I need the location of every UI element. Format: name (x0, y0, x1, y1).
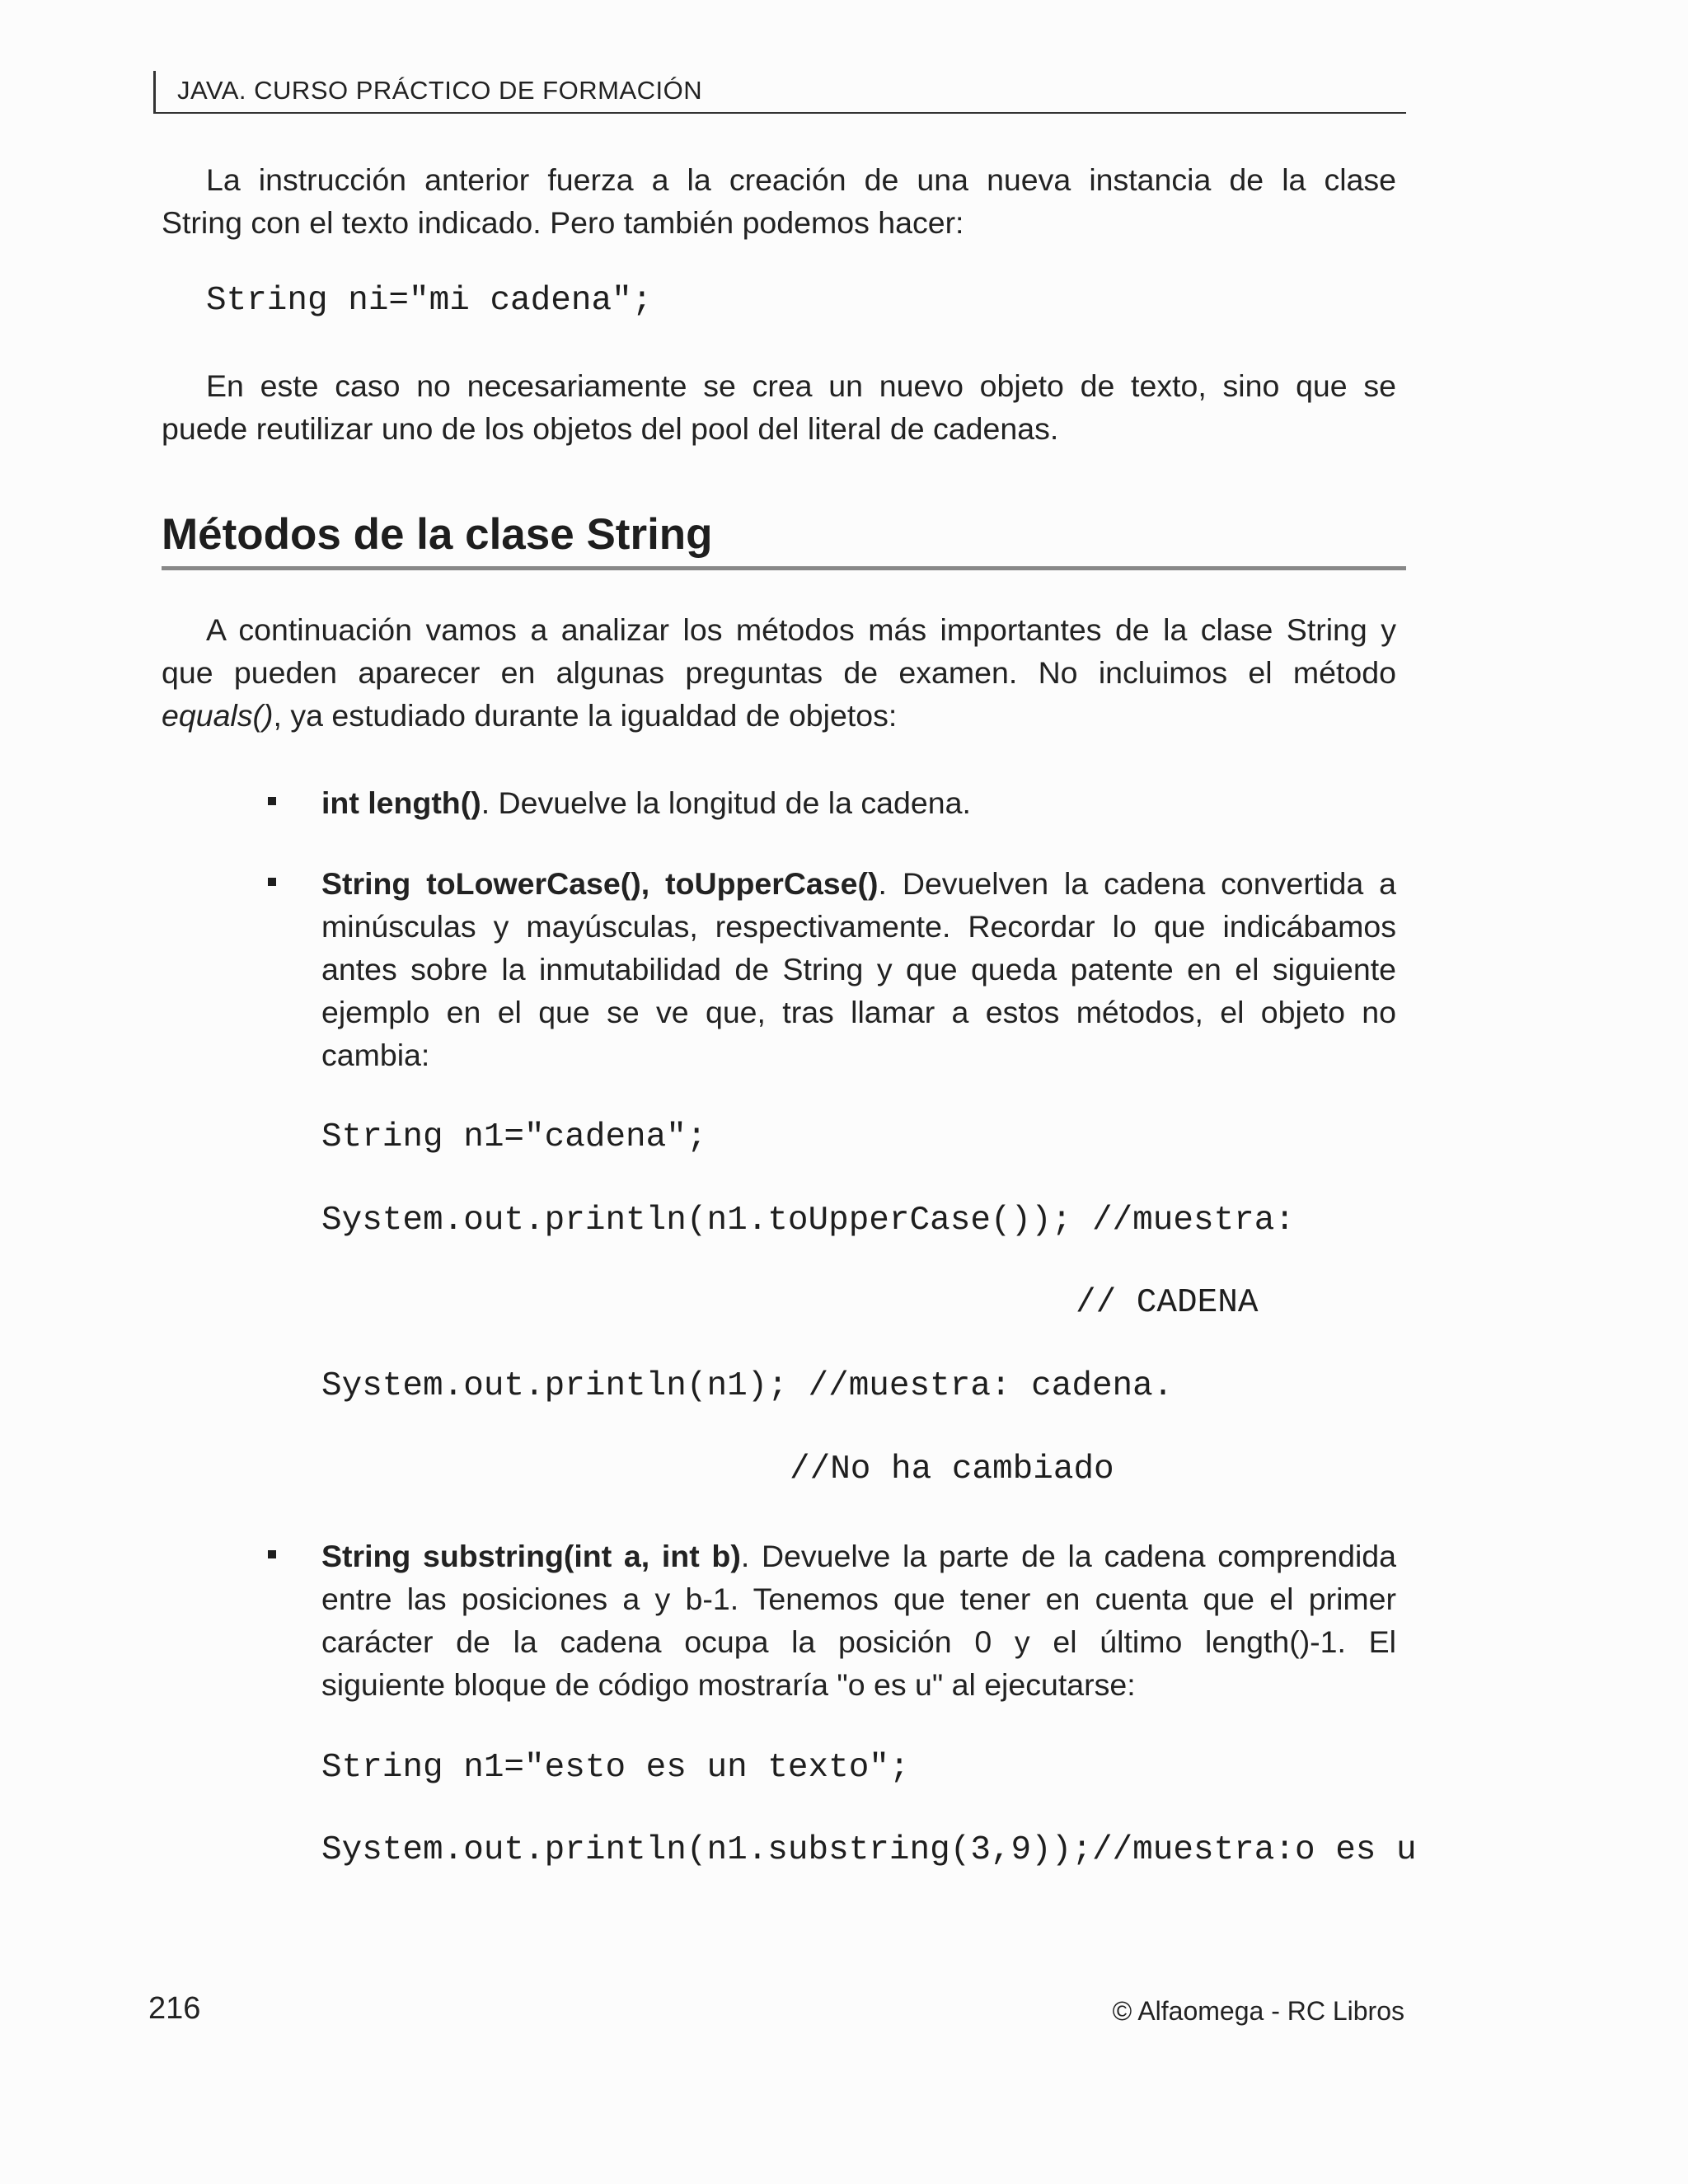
bullet-line (321, 862, 1396, 905)
section-heading-text: Métodos de la clase String (162, 510, 713, 559)
bullet-line: cambia: (321, 1038, 430, 1072)
paragraph-line: String con el texto indicado. Pero también podemos hacer: (162, 205, 964, 240)
page-number: 216 (148, 1991, 201, 2026)
paragraph-line: A continuación vamos a analizar los métodos más importantes de la clase String y (206, 612, 1396, 647)
code-comment: //No ha cambiado (790, 1451, 1114, 1488)
bullet-square-icon (268, 797, 276, 805)
paragraph-line: En este caso no necesariamente se crea un nuevo objeto de texto, sino que se (206, 368, 1396, 403)
bullet-text: . Devuelven la cadena convertida a (878, 866, 1396, 901)
paragraph-line: La instrucción anterior fuerza a la creación de una nueva instancia de la clase (206, 162, 1396, 197)
bullet-line (321, 1535, 1396, 1577)
code-comment: // CADENA (1076, 1284, 1259, 1322)
bullet-method-name: String toLowerCase(), toUpperCase() (321, 866, 879, 901)
running-header-title: JAVA. CURSO PRÁCTICO DE FORMACIÓN (177, 76, 703, 105)
bullet-line: entre las posiciones a y b-1. Tenemos que tener en cuenta que el primer (321, 1582, 1396, 1616)
intro-paragraph-1 (162, 158, 1396, 244)
italic-method-name: equals() (162, 698, 274, 733)
bullet-item-length (321, 781, 1396, 824)
bullet-line: siguiente bloque de código mostraría "o es u" al ejecutarse: (321, 1667, 1136, 1702)
running-header (153, 71, 1406, 114)
bullet-item-case (321, 862, 1396, 1076)
code-line: String n1="esto es un texto"; (321, 1749, 910, 1787)
section-heading (162, 506, 1406, 570)
bullet-line: carácter de la cadena ocupa la posición 0 y el último length()-1. El (321, 1624, 1396, 1659)
code-line: System.out.println(n1.substring(3,9));//muestra:o es u (321, 1831, 1417, 1869)
bullet-square-icon (268, 878, 276, 886)
copyright-notice: © Alfaomega - RC Libros (1112, 1996, 1404, 2026)
section-paragraph (162, 608, 1396, 737)
code-line: String ni="mi cadena"; (206, 282, 653, 320)
bullet-method-name: String substring(int a, int b) (321, 1539, 741, 1573)
code-line: System.out.println(n1); //muestra: cadena. (321, 1367, 1174, 1405)
bullet-item-substring (321, 1535, 1396, 1706)
paragraph-line: puede reutilizar uno de los objetos del pool del literal de cadenas. (162, 411, 1059, 446)
paragraph-text: , ya estudiado durante la igualdad de objetos: (273, 698, 898, 733)
bullet-square-icon (268, 1550, 276, 1558)
intro-paragraph-2 (162, 364, 1396, 450)
bullet-text: . Devuelve la longitud de la cadena. (481, 785, 971, 820)
bullet-text: . Devuelve la parte de la cadena comprendida (740, 1539, 1396, 1573)
paragraph-line: que pueden aparecer en algunas preguntas de examen. No incluimos el método (162, 655, 1396, 690)
bullet-line: antes sobre la inmutabilidad de String y que queda patente en el siguiente (321, 952, 1396, 987)
code-line: String n1="cadena"; (321, 1118, 707, 1156)
bullet-line (321, 781, 1396, 824)
bullet-line: ejemplo en el que se ve que, tras llamar a estos métodos, el objeto no (321, 995, 1396, 1029)
bullet-line: minúsculas y mayúsculas, respectivamente. Recordar lo que indicábamos (321, 909, 1396, 944)
code-line: System.out.println(n1.toUpperCase()); //muestra: (321, 1202, 1295, 1240)
paragraph-line (162, 694, 1396, 737)
bullet-method-name: int length() (321, 785, 481, 820)
